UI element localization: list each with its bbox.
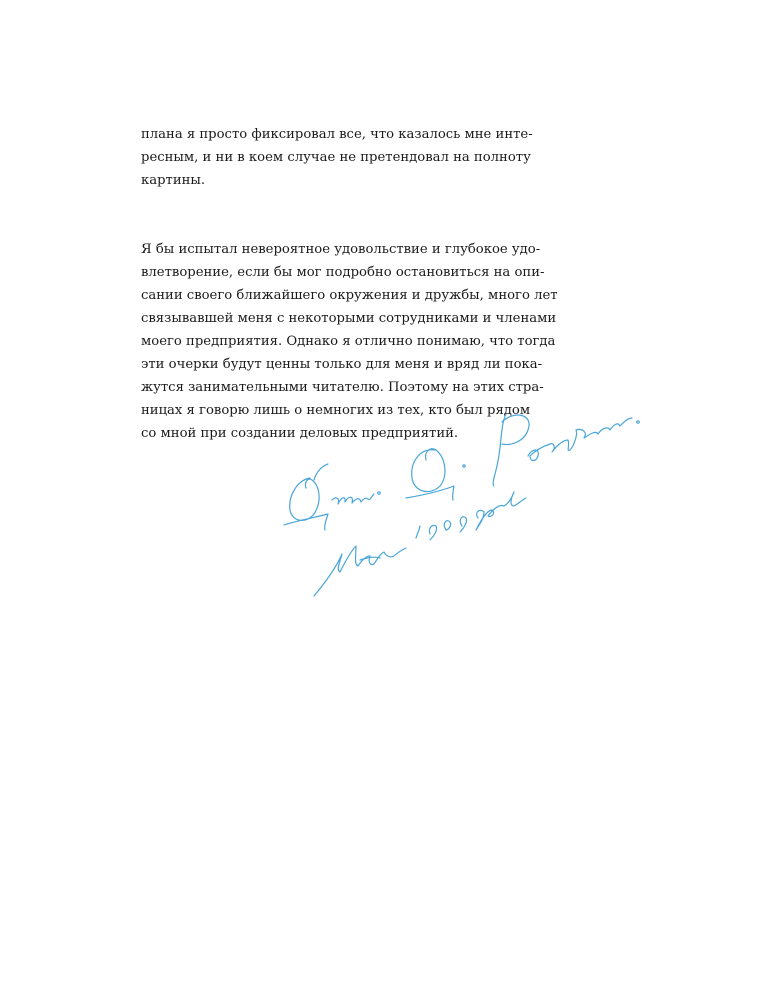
text-line: сании своего ближайшего окружения и дружбы, много лет <box>141 288 558 303</box>
signature-drawing <box>270 400 650 610</box>
signature-name-strokes <box>284 414 639 530</box>
text-line: плана я просто фиксировал все, что казалось мне инте- <box>141 127 533 142</box>
text-line: ницах я говорю лишь о немногих из тех, кто был рядом <box>141 403 531 418</box>
text-line: связывавшей меня с некоторыми сотрудниками и членами <box>141 311 557 326</box>
text-line: со мной при создании деловых предприятий. <box>141 426 459 441</box>
text-line: Я бы испытал невероятное удовольствие и глубокое удо- <box>141 242 541 257</box>
text-line: эти очерки будут ценны только для меня и вряд ли пока- <box>141 357 543 372</box>
text-line: картины. <box>141 173 206 188</box>
text-line: влетворение, если бы мог подробно остановиться на опи- <box>141 265 545 280</box>
text-line: моего предприятия. Однако я отлично понимаю, что тогда <box>141 334 556 349</box>
paragraph <box>141 123 533 192</box>
text-line: ресным, и ни в коем случае не претендовал на полноту <box>141 150 531 165</box>
handwritten-signature <box>270 400 650 610</box>
signature-date-strokes <box>314 492 526 596</box>
text-line: жутся занимательными читателю. Поэтому на этих стра- <box>141 380 544 395</box>
